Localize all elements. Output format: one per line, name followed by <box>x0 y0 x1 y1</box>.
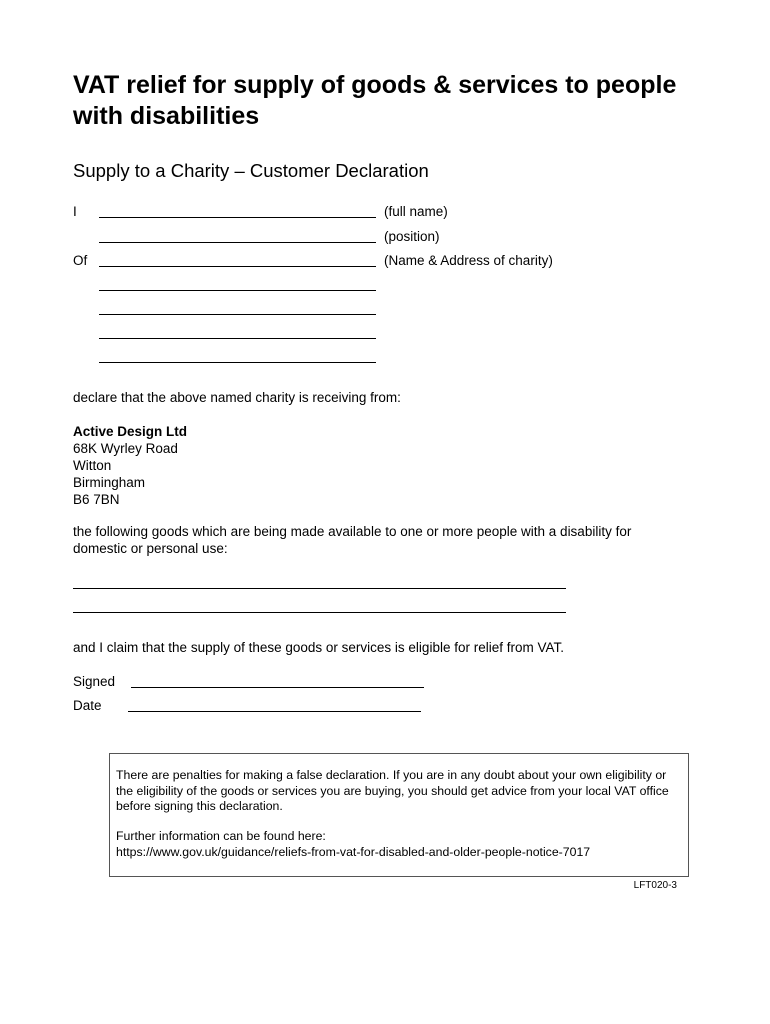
address-line: Birmingham <box>73 475 146 490</box>
charity-line-1[interactable] <box>99 266 376 267</box>
claim-text: and I claim that the supply of these goods or services is eligible for relief from VAT. <box>73 640 564 655</box>
charity-line-2[interactable] <box>99 290 376 291</box>
form-reference: LFT020-3 <box>633 880 677 891</box>
goods-line-1[interactable] <box>73 588 566 589</box>
address-line: B6 7BN <box>73 492 120 507</box>
supplier-address <box>73 423 187 508</box>
declare-text: declare that the above named charity is receiving from: <box>73 390 401 405</box>
info-url[interactable]: https://www.gov.uk/guidance/reliefs-from-vat-for-disabled-and-older-people-notice-7017 <box>116 844 591 859</box>
notice-content <box>116 768 676 861</box>
penalty-notice: There are penalties for making a false declaration. If you are in any doubt about your own eligibility or the eligibility of the goods or services you are buying, you should get advice from your local VAT office before signing this declaration. <box>116 768 669 814</box>
page-subtitle: Supply to a Charity – Customer Declaration <box>73 160 429 181</box>
page-title: VAT relief for supply of goods & services to people with disabilities <box>73 71 677 130</box>
info-label: Further information can be found here: <box>116 829 326 844</box>
full-name-line[interactable] <box>99 217 376 218</box>
position-label: (position) <box>384 229 440 244</box>
i-label: I <box>73 204 77 219</box>
address-line: 68K Wyrley Road <box>73 441 178 456</box>
goods-line-2[interactable] <box>73 612 566 613</box>
supplier-name: Active Design Ltd <box>73 424 188 439</box>
goods-text: the following goods which are being made available to one or more people with a disability for domestic or personal use: <box>73 524 632 556</box>
of-label: Of <box>73 253 88 268</box>
full-name-label: (full name) <box>384 204 448 219</box>
charity-label: (Name & Address of charity) <box>384 253 553 268</box>
address-line: Witton <box>73 458 112 473</box>
signed-label: Signed <box>73 674 116 689</box>
date-label: Date <box>73 698 102 713</box>
date-line[interactable] <box>128 711 421 712</box>
signature-line[interactable] <box>131 687 424 688</box>
position-line[interactable] <box>99 242 376 243</box>
charity-line-4[interactable] <box>99 338 376 339</box>
charity-line-3[interactable] <box>99 314 376 315</box>
charity-line-5[interactable] <box>99 362 376 363</box>
